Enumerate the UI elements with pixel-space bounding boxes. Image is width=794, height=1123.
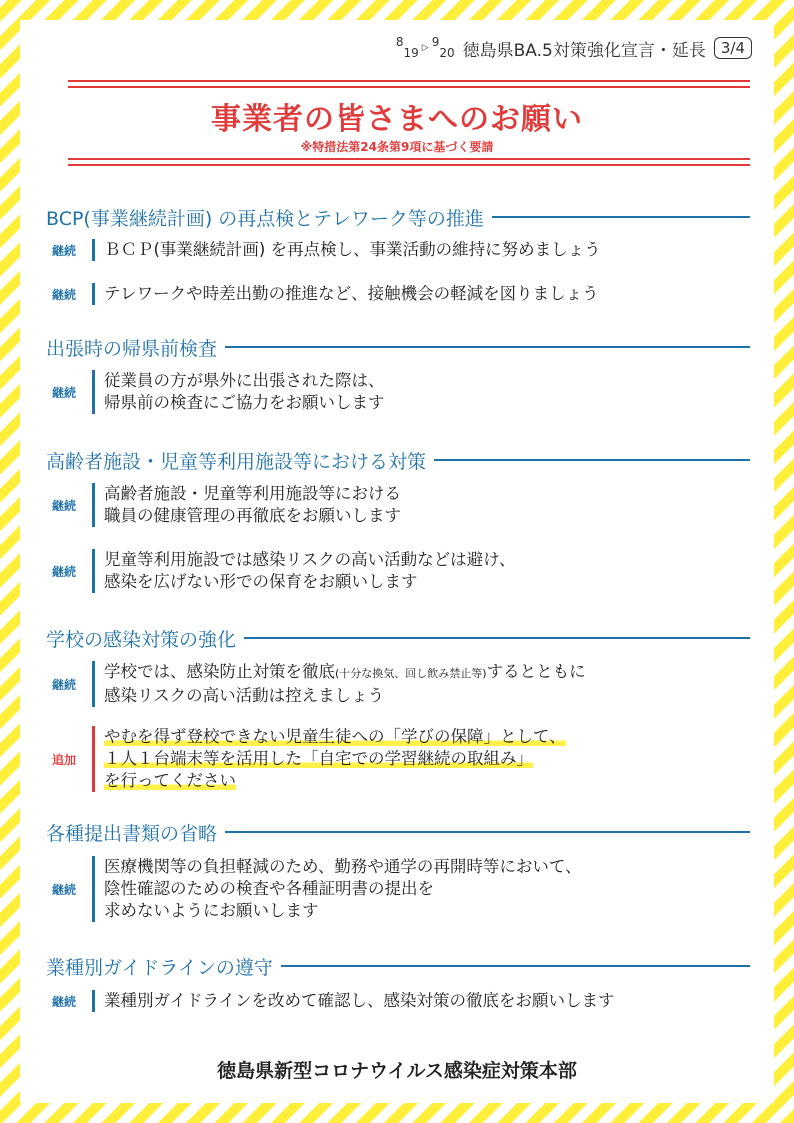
status-tag: 継続 (52, 882, 77, 897)
status-tag: 継続 (52, 385, 77, 400)
header-title: 徳島県BA.5対策強化宣言・延長 (462, 40, 706, 61)
item-bar (92, 856, 95, 922)
list-item (52, 370, 754, 414)
item-text: ＢＣＰ(事業継続計画) を再点検し、事業活動の維持に努めましょう (104, 240, 601, 259)
end-day: 20 (439, 46, 455, 60)
item-text: 医療機関等の負担軽減のため、勤務や通学の再開時等において、 (104, 857, 582, 876)
header (396, 34, 752, 62)
period-dates (395, 35, 455, 60)
start-day: 19 (403, 46, 419, 60)
item-bar (92, 483, 95, 527)
section-title: 各種提出書類の省略 (46, 822, 218, 845)
list-item (52, 549, 754, 593)
item-bar-added (92, 726, 95, 792)
section-title: 業種別ガイドラインの遵守 (46, 956, 273, 979)
item-bar (92, 370, 95, 414)
status-tag: 継続 (52, 287, 77, 302)
item-bar (92, 661, 95, 707)
section-title: 出張時の帰県前検査 (46, 337, 218, 360)
page-subtitle: ※特措法第24条第9項に基づく要請 (300, 140, 494, 154)
item-text: 感染を広げない形での保育をお願いします (104, 572, 418, 591)
title-rule-top-2 (68, 86, 750, 88)
item-text-part: 学校では、感染防止対策を徹底 (104, 662, 335, 681)
page (20, 20, 774, 1103)
list-item (52, 856, 754, 922)
list-item (52, 239, 754, 261)
section-title: BCP(事業継続計画) の再点検とテレワーク等の推進 (46, 207, 484, 230)
item-text: 陰性確認のための検査や各種証明書の提出を (104, 879, 434, 898)
section-line (434, 459, 750, 461)
status-tag: 継続 (52, 564, 77, 579)
item-text: 児童等利用施設では感染リスクの高い活動などは避け、 (104, 550, 516, 569)
section-title: 高齢者施設・児童等利用施設等における対策 (46, 450, 427, 473)
section-line (225, 831, 750, 833)
section-line (244, 637, 750, 639)
status-tag: 継続 (52, 243, 77, 258)
section-heading (46, 333, 750, 361)
item-note: (十分な換気、回し飲み禁止等) (335, 667, 487, 680)
item-text: 感染リスクの高い活動は控えましょう (104, 686, 385, 705)
status-tag: 継続 (52, 994, 77, 1009)
highlighted-text: １人１台端末等を活用した「自宅での学習継続の取組み」 (104, 749, 533, 768)
list-item-added (52, 726, 754, 792)
section-heading (46, 446, 750, 474)
section-line (225, 346, 750, 348)
section-heading (46, 952, 750, 980)
section-heading (46, 203, 750, 231)
page-title: 事業者の皆さまへのお願い (211, 102, 583, 137)
item-text: 職員の健康管理の再徹底をお願いします (104, 506, 401, 525)
item-text: 従業員の方が県外に出張された際は、 (104, 371, 385, 390)
section-line (281, 965, 750, 967)
section-heading (46, 818, 750, 846)
item-bar (92, 549, 95, 593)
item-text: 業種別ガイドラインを改めて確認し、感染対策の徹底をお願いします (104, 991, 615, 1010)
status-tag: 継続 (52, 677, 77, 692)
item-text (104, 661, 586, 685)
title-rule-top-1 (68, 80, 750, 82)
start-month: 8 (395, 35, 404, 49)
page-number: 3/4 (714, 37, 752, 59)
highlighted-text: を行ってください (104, 771, 236, 790)
footer-organization: 徳島県新型コロナウイルス感染症対策本部 (217, 1060, 577, 1082)
list-item (52, 661, 754, 707)
item-bar (92, 283, 95, 305)
item-bar (92, 990, 95, 1012)
title-rule-bottom-1 (68, 158, 750, 160)
list-item (52, 483, 754, 527)
highlighted-text: やむを得ず登校できない児童生徒への「学びの保障」として、 (104, 727, 566, 746)
section-heading (46, 624, 750, 652)
status-tag-added: 追加 (52, 752, 77, 767)
item-text-part: するとともに (486, 662, 586, 681)
end-month: 9 (431, 35, 440, 49)
list-item (52, 283, 754, 305)
title-rule-bottom-2 (68, 164, 750, 166)
item-text: 求めないようにお願いします (104, 901, 319, 920)
arrow-icon: ▷ (421, 43, 429, 53)
section-line (492, 216, 750, 218)
list-item (52, 990, 754, 1012)
item-text: 高齢者施設・児童等利用施設等における (104, 484, 401, 503)
item-bar (92, 239, 95, 261)
status-tag: 継続 (52, 498, 77, 513)
item-text: 帰県前の検査にご協力をお願いします (104, 393, 385, 412)
section-title: 学校の感染対策の強化 (46, 628, 237, 651)
item-text: テレワークや時差出勤の推進など、接触機会の軽減を図りましょう (104, 284, 599, 303)
